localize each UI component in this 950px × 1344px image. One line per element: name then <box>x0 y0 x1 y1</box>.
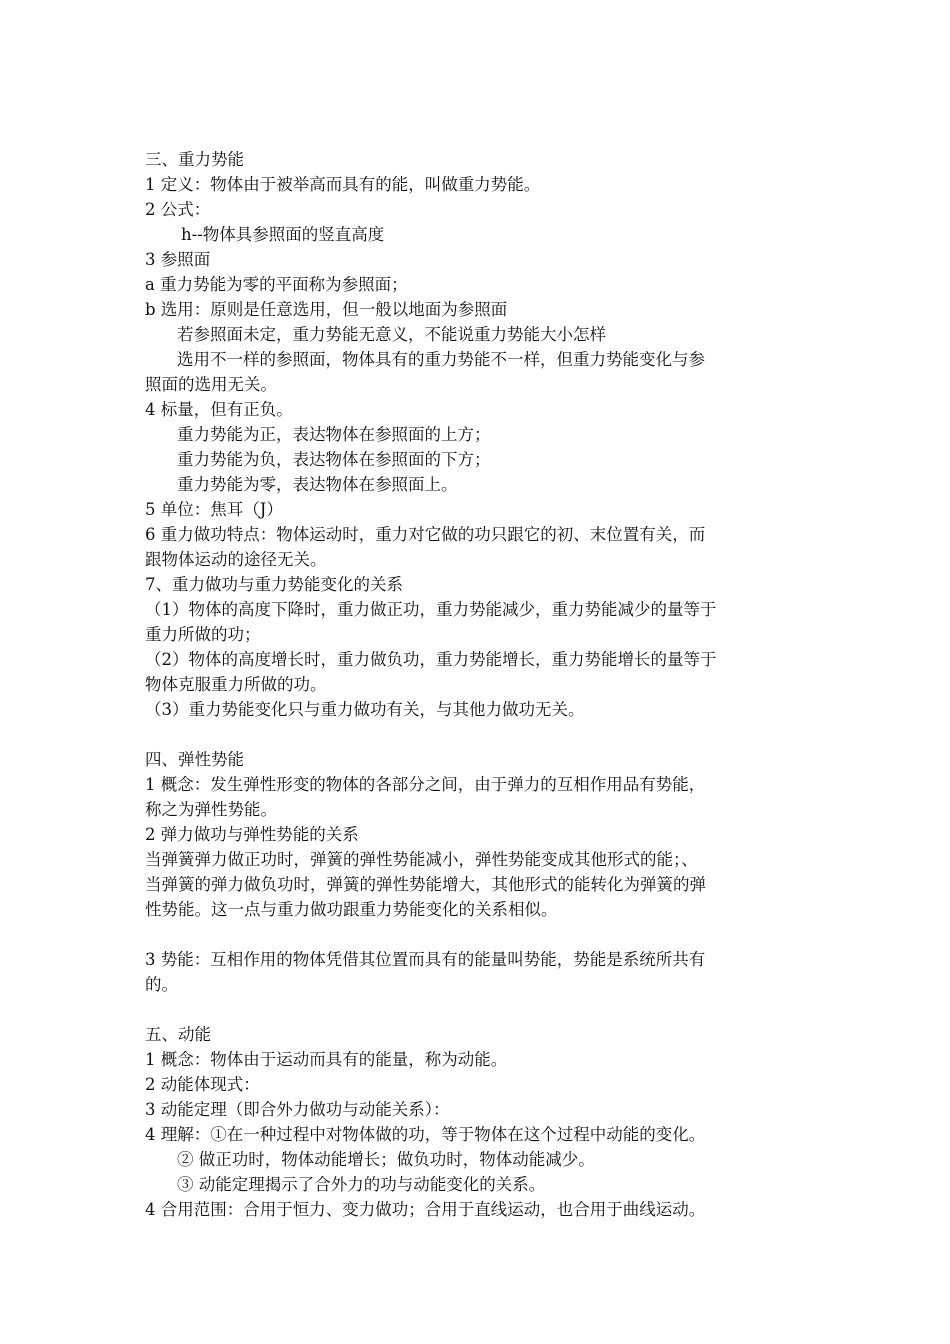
scalar-negative: 重力势能为负，表达物体在参照面的下方； <box>177 450 491 469</box>
relation-1a: （1）物体的高度下降时，重力做正功，重力势能减少，重力势能减少的量等于 <box>145 600 717 619</box>
kinetic-expression: 2 动能体现式： <box>145 1075 260 1094</box>
reference-plane-note-2b: 照面的选用无关。 <box>145 375 277 394</box>
scalar-positive: 重力势能为正，表达物体在参照面的上方； <box>177 425 491 444</box>
kinetic-concept: 1 概念：物体由于运动而具有的能量，称为动能。 <box>145 1050 508 1069</box>
gravity-work-feature-a: 6 重力做功特点：物体运动时，重力对它做的功只跟它的初、末位置有关，而 <box>145 525 706 544</box>
reference-plane-heading: 3 参照面 <box>145 250 211 269</box>
applicability-range: 4 合用范围：合用于恒力、变力做功；合用于直线运动，也合用于曲线运动。 <box>145 1200 706 1219</box>
definition-line: 1 定义：物体由于被举高而具有的能，叫做重力势能。 <box>145 175 541 194</box>
document-page <box>145 147 815 1222</box>
relation-heading: 7、重力做功与重力势能变化的关系 <box>145 575 403 594</box>
relation-2b: 物体克服重力所做的功。 <box>145 675 327 694</box>
reference-plane-a: a 重力势能为零的平面称为参照面； <box>145 275 408 294</box>
elastic-concept-a: 1 概念：发生弹性形变的物体的各部分之间，由于弹力的互相作用品有势能， <box>145 775 706 794</box>
elastic-relation-c: 性势能。这一点与重力做功跟重力势能变化的关系相似。 <box>145 900 558 919</box>
relation-1b: 重力所做的功； <box>145 625 261 644</box>
potential-energy-def-b: 的。 <box>145 975 178 994</box>
blank-line <box>145 722 815 747</box>
blank-line <box>145 997 815 1022</box>
elastic-concept-b: 称之为弹性势能。 <box>145 800 277 819</box>
elastic-relation-a: 当弹簧弹力做正功时，弹簧的弹性势能减小，弹性势能变成其他形式的能；、 <box>145 850 698 869</box>
understanding-2: ② 做正功时，物体动能增长；做负功时，物体动能减少。 <box>177 1150 595 1169</box>
formula-variable-h: h--物体具参照面的竖直高度 <box>181 225 385 244</box>
section-title-kinetic-energy: 五、动能 <box>145 1025 211 1044</box>
formula-label: 2 公式： <box>145 200 211 219</box>
relation-2a: （2）物体的高度增长时，重力做负功，重力势能增长，重力势能增长的量等于 <box>145 650 717 669</box>
understanding-1: 4 理解：①在一种过程中对物体做的功，等于物体在这个过程中动能的变化。 <box>145 1125 706 1144</box>
reference-plane-b: b 选用：原则是任意选用，但一般以地面为参照面 <box>145 300 508 319</box>
scalar-heading: 4 标量，但有正负。 <box>145 400 293 419</box>
reference-plane-note-2a: 选用不一样的参照面，物体具有的重力势能不一样，但重力势能变化与参 <box>177 350 705 369</box>
gravity-work-feature-b: 跟物体运动的途径无关。 <box>145 550 327 569</box>
scalar-zero: 重力势能为零，表达物体在参照面上。 <box>177 475 458 494</box>
section-title-gravitational-potential-energy: 三、重力势能 <box>145 150 244 169</box>
understanding-3: ③ 动能定理揭示了合外力的功与动能变化的关系。 <box>177 1175 546 1194</box>
elastic-relation-b: 当弹簧的弹力做负功时，弹簧的弹性势能增大，其他形式的能转化为弹簧的弹 <box>145 875 706 894</box>
unit-line: 5 单位：焦耳（J） <box>145 500 283 519</box>
blank-line <box>145 922 815 947</box>
kinetic-theorem: 3 动能定理（即合外力做功与动能关系）： <box>145 1100 450 1119</box>
potential-energy-def-a: 3 势能：互相作用的物体凭借其位置而具有的能量叫势能，势能是系统所共有 <box>145 950 706 969</box>
section-title-elastic-potential-energy: 四、弹性势能 <box>145 750 244 769</box>
elastic-relation-heading: 2 弹力做功与弹性势能的关系 <box>145 825 359 844</box>
reference-plane-note-1: 若参照面未定，重力势能无意义，不能说重力势能大小怎样 <box>177 325 606 344</box>
relation-3: （3）重力势能变化只与重力做功有关，与其他力做功无关。 <box>145 700 585 719</box>
